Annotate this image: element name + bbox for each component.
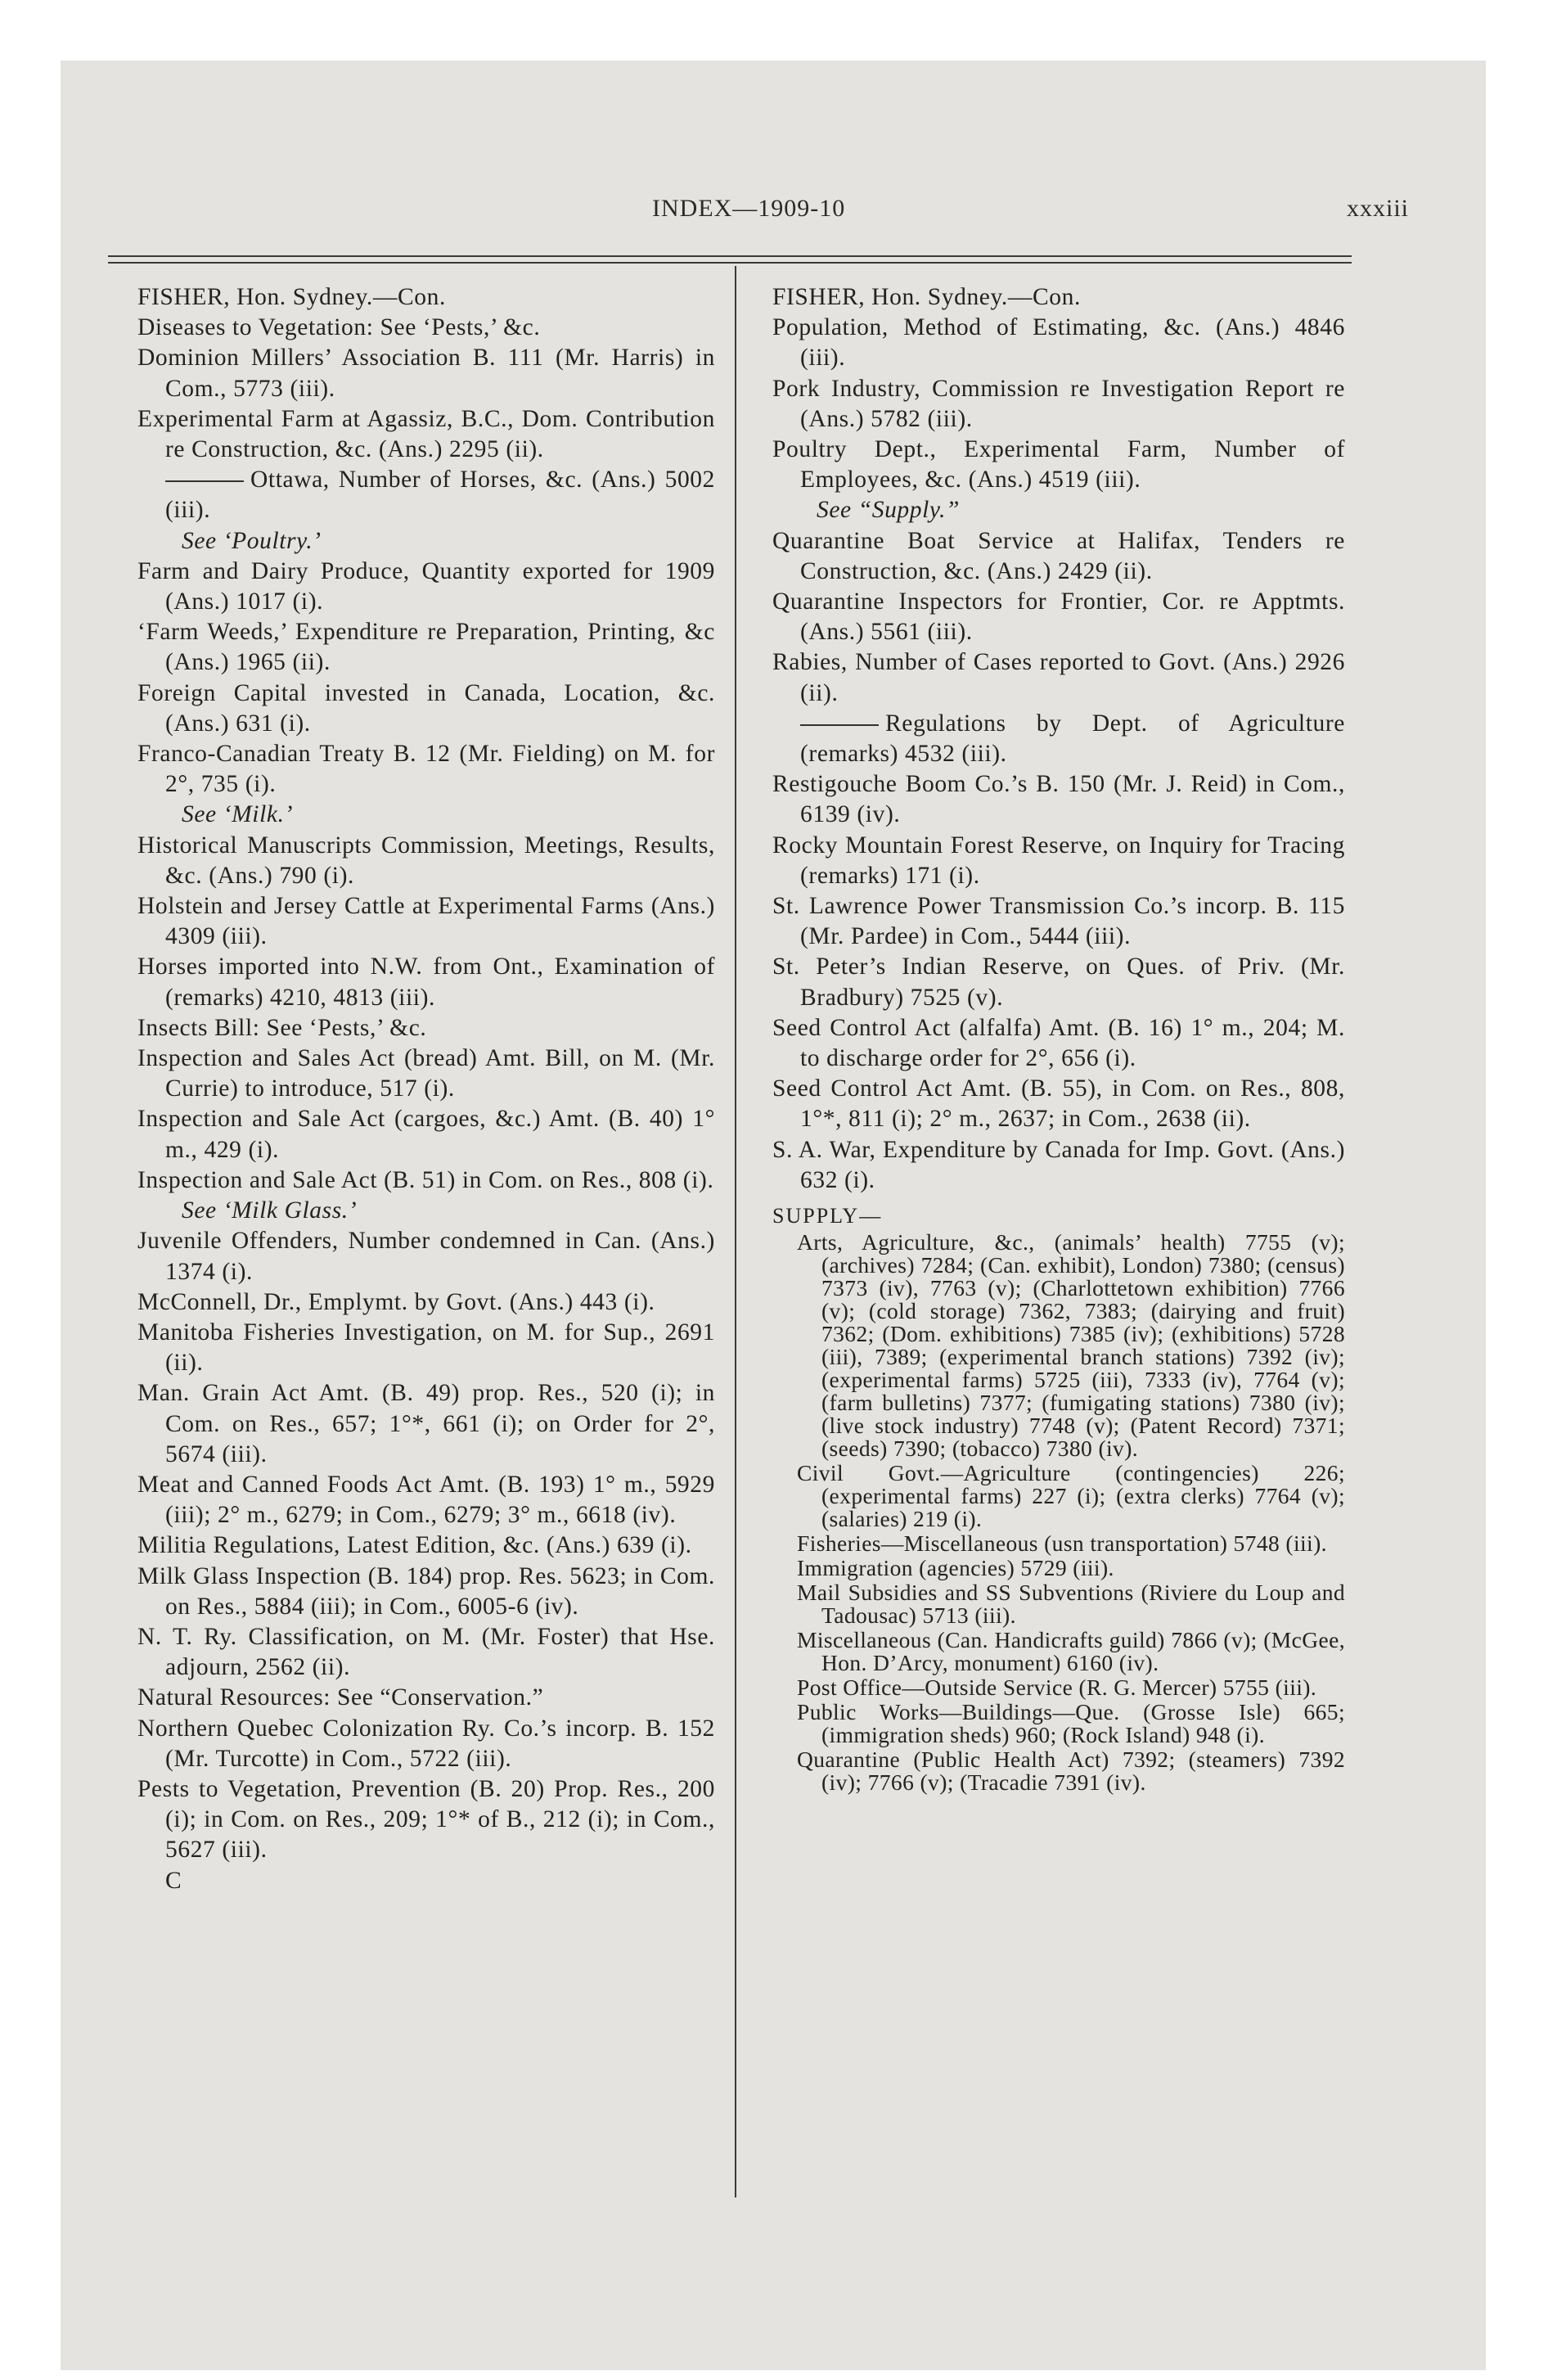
- index-entry: St. Lawrence Power Transmission Co.’s incorp. B. 115 (Mr. Pardee) in Com., 5444 (iii).: [772, 893, 1345, 950]
- index-entry: Rocky Mountain Forest Reserve, on Inquiry for Tracing (remarks) 171 (i).: [772, 832, 1345, 889]
- page-header: [61, 195, 1486, 228]
- index-entry: Horses imported into N.W. from Ont., Examination of (remarks) 4210, 4813 (iii).: [137, 953, 715, 1011]
- index-entry: Pests to Vegetation, Prevention (B. 20) Prop. Res., 200 (i); in Com. on Res., 209; 1°* of B., 212 (i); in Com., 5627 (iii).: [137, 1775, 715, 1864]
- index-entry: Seed Control Act Amt. (B. 55), in Com. on Res., 808, 1°*, 811 (i); 2° m., 2637; in Com., 2638 (ii).: [772, 1075, 1345, 1133]
- supply-entry: Civil Govt.—Agriculture (contingencies) 226; (experimental farms) 227 (i); (extra clerks) 7764 (v); (salaries) 219 (i).: [797, 1460, 1345, 1532]
- index-entry: Milk Glass Inspection (B. 184) prop. Res. 5623; in Com. on Res., 5884 (iii); in Com., 6005-6 (iv).: [137, 1562, 715, 1620]
- column-divider: [735, 266, 736, 2197]
- supply-entry: Mail Subsidies and SS Subventions (Riviere du Loup and Tadousac) 5713 (iii).: [797, 1580, 1345, 1629]
- index-entry: Northern Quebec Colonization Ry. Co.’s incorp. B. 152 (Mr. Turcotte) in Com., 5722 (iii).: [137, 1715, 715, 1772]
- see-reference: [137, 1196, 715, 1226]
- see-reference: [137, 526, 715, 557]
- index-entry: Seed Control Act (alfalfa) Amt. (B. 16) 1° m., 204; M. to discharge order for 2°, 656 (i).: [772, 1014, 1345, 1072]
- index-entry: Juvenile Offenders, Number condemned in Can. (Ans.) 1374 (i).: [137, 1228, 715, 1285]
- see-text: See ‘Poultry.’: [182, 527, 322, 554]
- index-entry: S. A. War, Expenditure by Canada for Imp. Govt. (Ans.) 632 (i).: [772, 1136, 1345, 1193]
- header-rule-top: [108, 255, 1352, 257]
- index-entry: Insects Bill: See ‘Pests,’ &c.: [137, 1014, 427, 1041]
- ditto-dash: [165, 480, 244, 482]
- header-rule-bottom: [108, 262, 1352, 264]
- see-text: See ‘Milk.’: [182, 801, 293, 828]
- see-text: See “Supply.”: [817, 497, 960, 524]
- right-column: [772, 282, 1345, 1796]
- index-entry: Quarantine Inspectors for Frontier, Cor. re Apptmts. (Ans.) 5561 (iii).: [772, 588, 1345, 646]
- supply-entry: Quarantine (Public Health Act) 7392; (steamers) 7392 (iv); 7766 (v); (Tracadie 7391 (iv).: [797, 1747, 1345, 1796]
- index-entry: Militia Regulations, Latest Edition, &c. (Ans.) 639 (i).: [137, 1532, 692, 1559]
- index-entry: Inspection and Sales Act (bread) Amt. Bill, on M. (Mr. Currie) to introduce, 517 (i).: [137, 1045, 715, 1102]
- index-entry: Inspection and Sale Act (B. 51) in Com. on Res., 808 (i).: [137, 1166, 714, 1193]
- entry-text: Regulations by Dept. of Agriculture (remarks) 4532 (iii).: [800, 710, 1345, 768]
- index-entry: Restigouche Boom Co.’s B. 150 (Mr. J. Reid) in Com., 6139 (iv).: [772, 771, 1345, 828]
- index-entry: ‘Farm Weeds,’ Expenditure re Preparation, Printing, &c (Ans.) 1965 (ii).: [137, 619, 715, 676]
- supply-entry: Fisheries—Miscellaneous (usn transportation) 5748 (iii).: [797, 1530, 1327, 1557]
- supply-entry: Arts, Agriculture, &c., (animals’ health) 7755 (v); (archives) 7284; (Can. exhibit), London) 7380; (census) 7373 (iv), 7763 (v); (Charlottetown exhibition) 7766 (v); (cold storage) 7362, 7383; (dairying and fruit) 7362; (Dom. exhibitions) 7385 (iv); (exhibitions) 5728 (iii), 7389; (experimental branch stations) 7392 (iv); (experimental farms) 5725 (iii), 7333 (iv), 7764 (v); (farm bulletins) 7377; (fumigating stations) 7380 (iv); (live stock industry) 7748 (v); (Patent Record) 7371; (seeds) 7390; (tobacco) 7380 (iv).: [797, 1229, 1345, 1462]
- index-entry: Dominion Millers’ Association B. 111 (Mr. Harris) in Com., 5773 (iii).: [137, 345, 715, 402]
- left-column: [137, 282, 715, 1896]
- column-heading: FISHER, Hon. Sydney.—Con.: [137, 284, 446, 310]
- supply-entry: Miscellaneous (Can. Handicrafts guild) 7866 (v); (McGee, Hon. D’Arcy, monument) 6160 (iv).: [797, 1627, 1345, 1676]
- see-reference: [137, 800, 715, 830]
- index-entry: Franco-Canadian Treaty B. 12 (Mr. Fielding) on M. for 2°, 735 (i).: [137, 741, 715, 798]
- see-text: See ‘Milk Glass.’: [182, 1197, 358, 1224]
- entry-text: Ottawa, Number of Horses, &c. (Ans.) 5002 (iii).: [165, 467, 715, 524]
- index-entry: Poultry Dept., Experimental Farm, Number of Employees, &c. (Ans.) 4519 (iii).: [772, 436, 1345, 494]
- index-entry: Diseases to Vegetation: See ‘Pests,’ &c.: [137, 314, 541, 341]
- index-entry: Natural Resources: See “Conservation.”: [137, 1684, 544, 1711]
- index-entry-continued: [137, 465, 715, 525]
- index-entry: Population, Method of Estimating, &c. (Ans.) 4846 (iii).: [772, 314, 1345, 372]
- ditto-dash: [800, 724, 879, 726]
- index-entry: Manitoba Fisheries Investigation, on M. for Sup., 2691 (ii).: [137, 1318, 715, 1377]
- see-reference: [772, 495, 1345, 525]
- index-entry: Meat and Canned Foods Act Amt. (B. 193) 1° m., 5929 (iii); 2° m., 6279; in Com., 6279; 3° m., 6618 (iv).: [137, 1471, 715, 1529]
- index-entry: N. T. Ry. Classification, on M. (Mr. Foster) that Hse. adjourn, 2562 (ii).: [137, 1623, 715, 1681]
- index-entry: Foreign Capital invested in Canada, Location, &c. (Ans.) 631 (i).: [137, 679, 715, 737]
- supply-entry: Post Office—Outside Service (R. G. Mercer) 5755 (iii).: [797, 1675, 1317, 1701]
- signature-mark: C: [165, 1867, 182, 1894]
- index-entry: Historical Manuscripts Commission, Meetings, Results, &c. (Ans.) 790 (i).: [137, 832, 715, 889]
- column-heading: FISHER, Hon. Sydney.—Con.: [772, 284, 1081, 310]
- supply-entry: Immigration (agencies) 5729 (iii).: [797, 1555, 1114, 1581]
- index-entry: Man. Grain Act Amt. (B. 49) prop. Res., 520 (i); in Com. on Res., 657; 1°*, 661 (i); on Order for 2°, 5674 (iii).: [137, 1380, 715, 1467]
- running-title: INDEX—1909-10: [652, 195, 846, 222]
- index-entry: Pork Industry, Commission re Investigation Report re (Ans.) 5782 (iii).: [772, 375, 1345, 432]
- index-entry: St. Peter’s Indian Reserve, on Ques. of Priv. (Mr. Bradbury) 7525 (v).: [772, 953, 1345, 1011]
- index-entry: Farm and Dairy Produce, Quantity exported for 1909 (Ans.) 1017 (i).: [137, 557, 715, 615]
- index-entry: Experimental Farm at Agassiz, B.C., Dom. Contribution re Construction, &c. (Ans.) 2295 (ii).: [137, 405, 715, 463]
- index-entry: McConnell, Dr., Emplymt. by Govt. (Ans.) 443 (i).: [137, 1288, 655, 1315]
- supply-heading: SUPPLY—: [772, 1204, 883, 1228]
- index-entry: Rabies, Number of Cases reported to Govt. (Ans.) 2926 (ii).: [772, 649, 1345, 706]
- index-entry-continued: [772, 709, 1345, 769]
- index-entry: Holstein and Jersey Cattle at Experimental Farms (Ans.) 4309 (iii).: [137, 893, 715, 950]
- page-number: xxxiii: [1346, 195, 1409, 222]
- index-entry: Quarantine Boat Service at Halifax, Tenders re Construction, &c. (Ans.) 2429 (ii).: [772, 527, 1345, 584]
- supply-entry: Public Works—Buildings—Que. (Grosse Isle) 665; (immigration sheds) 960; (Rock Island) 948 (i).: [797, 1699, 1345, 1748]
- index-entry: Inspection and Sale Act (cargoes, &c.) Amt. (B. 40) 1° m., 429 (i).: [137, 1106, 715, 1163]
